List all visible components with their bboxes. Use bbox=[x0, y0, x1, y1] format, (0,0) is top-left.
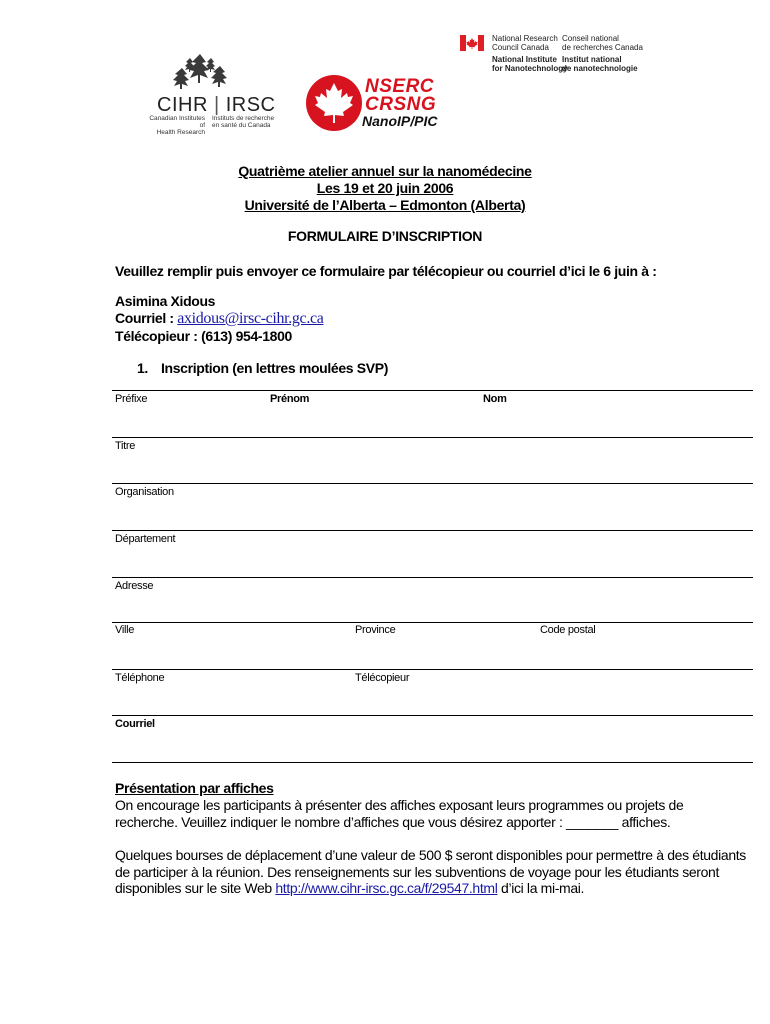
cihr-acronym: CIHR bbox=[157, 94, 208, 116]
postal-code-label: Code postal bbox=[540, 624, 596, 636]
contact-email-label: Courriel : bbox=[115, 310, 178, 326]
bursary-text: disponibles sur le site Web http://www.cihr-irsc.gc.ca/f/29547.html d’ici la mi-mai. bbox=[115, 880, 585, 896]
event-dates: Les 19 et 20 juin 2006 bbox=[316, 180, 454, 196]
email-label: Courriel bbox=[115, 718, 155, 730]
cihr-caption-fr: Instituts de recherche en santé du Canada bbox=[212, 115, 275, 129]
contact-name: Asimina Xidous bbox=[115, 293, 216, 309]
event-location: Université de l’Alberta – Edmonton (Alberta) bbox=[244, 197, 526, 213]
form-rule bbox=[112, 577, 753, 578]
bursary-text: de participer à la réunion. Des renseignements sur les subventions de voyage pour les étudiants seront bbox=[115, 864, 720, 880]
prefix-label: Préfixe bbox=[115, 393, 148, 405]
nserc-acronym: NSERC bbox=[365, 76, 435, 97]
poster-text: recherche. Veuillez indiquer le nombre d’affiches que vous désirez apporter : _______ affiches. bbox=[115, 814, 671, 830]
fax-label: Télécopieur bbox=[355, 672, 410, 684]
poster-text: On encourage les participants à présenter des affiches exposant leurs programmes ou projets de bbox=[115, 797, 684, 813]
section-heading bbox=[115, 360, 388, 376]
canada-flag-icon bbox=[460, 35, 484, 51]
form-rule bbox=[112, 530, 753, 531]
nrc-name-en: National Research Council Canada bbox=[492, 34, 558, 52]
poster-heading: Présentation par affiches bbox=[115, 780, 274, 796]
form-title: FORMULAIRE D’INSCRIPTION bbox=[287, 228, 483, 244]
irsc-acronym: IRSC bbox=[225, 94, 276, 116]
city-label: Ville bbox=[115, 624, 135, 636]
section-number: 1. bbox=[137, 360, 148, 376]
cihr-caption-en: Canadian Institutes of Health Research bbox=[149, 115, 205, 136]
form-rule bbox=[112, 762, 753, 763]
form-rule bbox=[112, 483, 753, 484]
nrc-name-fr: Conseil national de recherches Canada bbox=[562, 34, 643, 52]
crsng-acronym: CRSNG bbox=[365, 94, 437, 115]
form-rule bbox=[112, 437, 753, 438]
contact-email-row bbox=[115, 310, 323, 328]
nanoip-label: NanoIP/PIC bbox=[362, 113, 438, 129]
event-title: Quatrième atelier annuel sur la nanomédecine bbox=[238, 163, 532, 179]
section-label: Inscription (en lettres moulées SVP) bbox=[161, 360, 389, 376]
phone-label: Téléphone bbox=[115, 672, 165, 684]
nint-name-fr: Institut national de nanotechnologie bbox=[562, 55, 638, 73]
instructions: Veuillez remplir puis envoyer ce formulaire par télécopieur ou courriel d’ici le 6 juin à : bbox=[115, 263, 657, 279]
nint-name-en: National Institute for Nanotechnology bbox=[492, 55, 568, 73]
last-name-label: Nom bbox=[483, 393, 507, 405]
organization-label: Organisation bbox=[115, 486, 174, 498]
form-rule bbox=[112, 669, 753, 670]
address-label: Adresse bbox=[115, 580, 154, 592]
form-rule bbox=[112, 622, 753, 623]
bursary-link[interactable]: http://www.cihr-irsc.gc.ca/f/29547.html bbox=[275, 880, 498, 896]
cihr-wordmark: CIHR | IRSC bbox=[157, 94, 276, 116]
title-label: Titre bbox=[115, 440, 136, 452]
contact-fax: Télécopieur : (613) 954-1800 bbox=[115, 328, 292, 344]
first-name-label: Prénom bbox=[270, 393, 310, 405]
form-rule bbox=[112, 390, 753, 391]
department-label: Département bbox=[115, 533, 176, 545]
form-rule bbox=[112, 715, 753, 716]
province-label: Province bbox=[355, 624, 396, 636]
bursary-text: Quelques bourses de déplacement d’une valeur de 500 $ seront disponibles pour permettre à des étudiants bbox=[115, 847, 746, 863]
contact-email-link[interactable]: axidous@irsc-cihr.gc.ca bbox=[177, 310, 324, 327]
